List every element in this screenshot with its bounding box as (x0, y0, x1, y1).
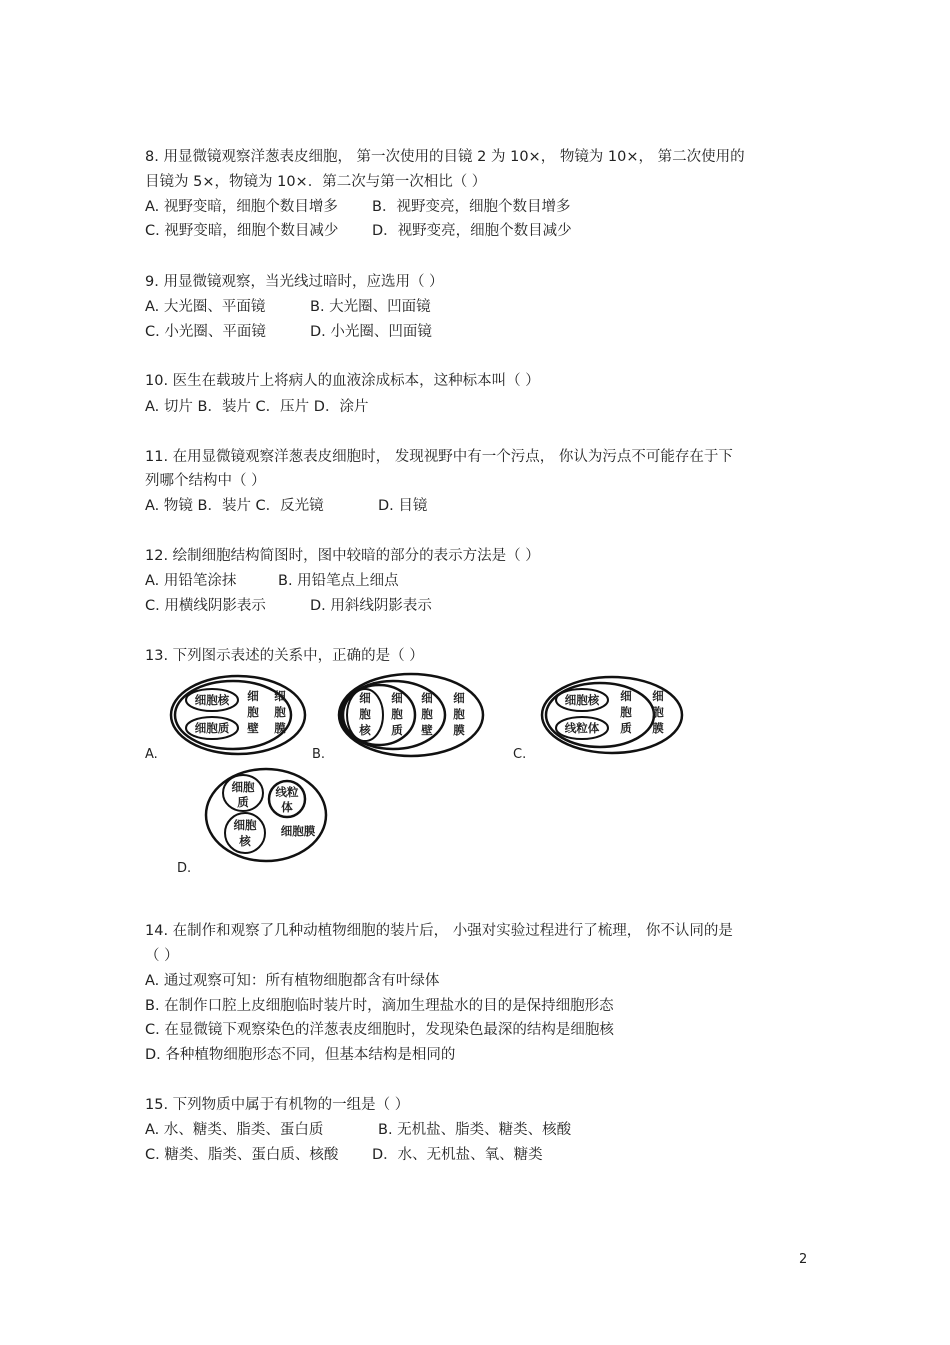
q15-option-d: D．水、无机盐、氧、糖类 (372, 1147, 543, 1163)
q15-option-b: B. 无机盐、脂类、糖类、核酸 (378, 1122, 572, 1138)
svg-text:膜: 膜 (652, 721, 664, 735)
svg-text:核: 核 (239, 834, 251, 848)
q14-option-c: C. 在显微镜下观察染色的洋葱表皮细胞时，发现染色最深的结构是细胞核 (145, 1022, 614, 1038)
svg-text:壁: 壁 (247, 721, 259, 735)
svg-text:核: 核 (359, 723, 371, 737)
svg-text:胞: 胞 (620, 705, 632, 719)
svg-text:质: 质 (620, 721, 632, 735)
q15-stem: 15. 下列物质中属于有机物的一组是（ ） (145, 1097, 410, 1113)
svg-text:细: 细 (652, 689, 664, 703)
diagram-b (335, 670, 490, 760)
svg-text:胞: 胞 (359, 707, 371, 721)
q12-stem: 12. 绘制细胞结构简图时，图中较暗的部分的表示方法是（ ） (145, 548, 540, 564)
svg-text:细: 细 (391, 691, 403, 705)
q11-stem-line1: 11. 在用显微镜观察洋葱表皮细胞时， 发现视野中有一个污点， 你认为污点不可能存在于下 (145, 449, 733, 465)
diagram-d (203, 765, 328, 865)
diagram-d-label: D. (177, 861, 192, 876)
q9-option-d: D. 小光圈、凹面镜 (310, 324, 432, 340)
svg-text:胞: 胞 (453, 707, 465, 721)
diag-d-membrane-label: 细胞膜 (280, 824, 316, 838)
q8-option-d: D．视野变亮，细胞个数目减少 (372, 223, 572, 239)
svg-text:细胞: 细胞 (233, 818, 257, 832)
q9-option-c: C. 小光圈、平面镜 (145, 324, 266, 340)
diag-c-nucleus-label: 细胞核 (564, 693, 600, 707)
svg-text:胞: 胞 (274, 705, 286, 719)
q14-option-d: D. 各种植物细胞形态不同，但基本结构是相同的 (145, 1047, 456, 1063)
q12-option-c: C. 用横线阴影表示 (145, 598, 266, 614)
q12-option-d: D. 用斜线阴影表示 (310, 598, 432, 614)
svg-text:体: 体 (281, 800, 293, 814)
q12-option-b: B. 用铅笔点上细点 (278, 573, 399, 589)
svg-text:胞: 胞 (421, 707, 433, 721)
q9-stem: 9. 用显微镜观察，当光线过暗时，应选用（ ） (145, 274, 444, 290)
q11-option-d: D. 目镜 (378, 498, 428, 514)
svg-text:质: 质 (237, 795, 249, 809)
diag-a-nucleus-label: 细胞核 (194, 693, 230, 707)
svg-text:细: 细 (453, 691, 465, 705)
q14-option-b: B. 在制作口腔上皮细胞临时装片时，滴加生理盐水的目的是保持细胞形态 (145, 998, 614, 1014)
svg-text:胞: 胞 (247, 705, 259, 719)
diagram-a-label: A. (145, 747, 158, 762)
page-number: 2 (799, 1252, 808, 1267)
svg-text:线粒: 线粒 (275, 785, 299, 799)
diagram-c (538, 672, 686, 757)
svg-text:细胞: 细胞 (231, 780, 255, 794)
q10-options: A. 切片 B．装片 C．压片 D．涂片 (145, 399, 369, 415)
q8-stem-line2: 目镜为 5×，物镜为 10×．第二次与第一次相比（ ） (145, 174, 487, 190)
svg-text:膜: 膜 (274, 721, 286, 735)
diag-a-cytoplasm-label: 细胞质 (194, 721, 230, 735)
svg-text:细: 细 (359, 691, 371, 705)
svg-text:细: 细 (620, 689, 632, 703)
q13-stem: 13. 下列图示表述的关系中，正确的是（ ） (145, 648, 424, 664)
q9-option-a: A. 大光圈、平面镜 (145, 299, 266, 315)
svg-text:壁: 壁 (421, 723, 433, 737)
q14-option-a: A. 通过观察可知：所有植物细胞都含有叶绿体 (145, 973, 440, 989)
svg-text:细: 细 (421, 691, 433, 705)
q15-option-a: A. 水、糖类、脂类、蛋白质 (145, 1122, 324, 1138)
q15-option-c: C. 糖类、脂类、蛋白质、核酸 (145, 1147, 339, 1163)
diag-c-mito-label: 线粒体 (564, 721, 600, 735)
svg-text:膜: 膜 (453, 723, 465, 737)
svg-text:细: 细 (274, 689, 286, 703)
q14-stem-line1: 14. 在制作和观察了几种动植物细胞的装片后， 小强对实验过程进行了梳理， 你不认同的是 (145, 923, 733, 939)
svg-text:胞: 胞 (391, 707, 403, 721)
q11-options-abc: A. 物镜 B．装片 C．反光镜 (145, 498, 324, 514)
q14-stem-line2: （ ） (145, 948, 179, 964)
q8-stem-line1: 8. 用显微镜观察洋葱表皮细胞， 第一次使用的目镜 2 为 10×， 物镜为 10×， 第二次使用的 (145, 149, 745, 165)
q9-option-b: B. 大光圈、凹面镜 (310, 299, 431, 315)
q10-stem: 10. 医生在载玻片上将病人的血液涂成标本，这种标本叫（ ） (145, 373, 540, 389)
svg-text:质: 质 (391, 723, 403, 737)
q12-option-a: A. 用铅笔涂抹 (145, 573, 237, 589)
q8-option-c: C. 视野变暗，细胞个数目减少 (145, 223, 339, 239)
q11-stem-line2: 列哪个结构中（ ） (145, 473, 266, 489)
svg-text:胞: 胞 (652, 705, 664, 719)
q8-option-a: A. 视野变暗，细胞个数目增多 (145, 199, 338, 215)
diagram-c-label: C. (513, 747, 527, 762)
q8-option-b: B．视野变亮，细胞个数目增多 (372, 199, 571, 215)
diagram-a (168, 672, 308, 757)
svg-text:细: 细 (247, 689, 259, 703)
diagram-b-label: B. (312, 747, 326, 762)
